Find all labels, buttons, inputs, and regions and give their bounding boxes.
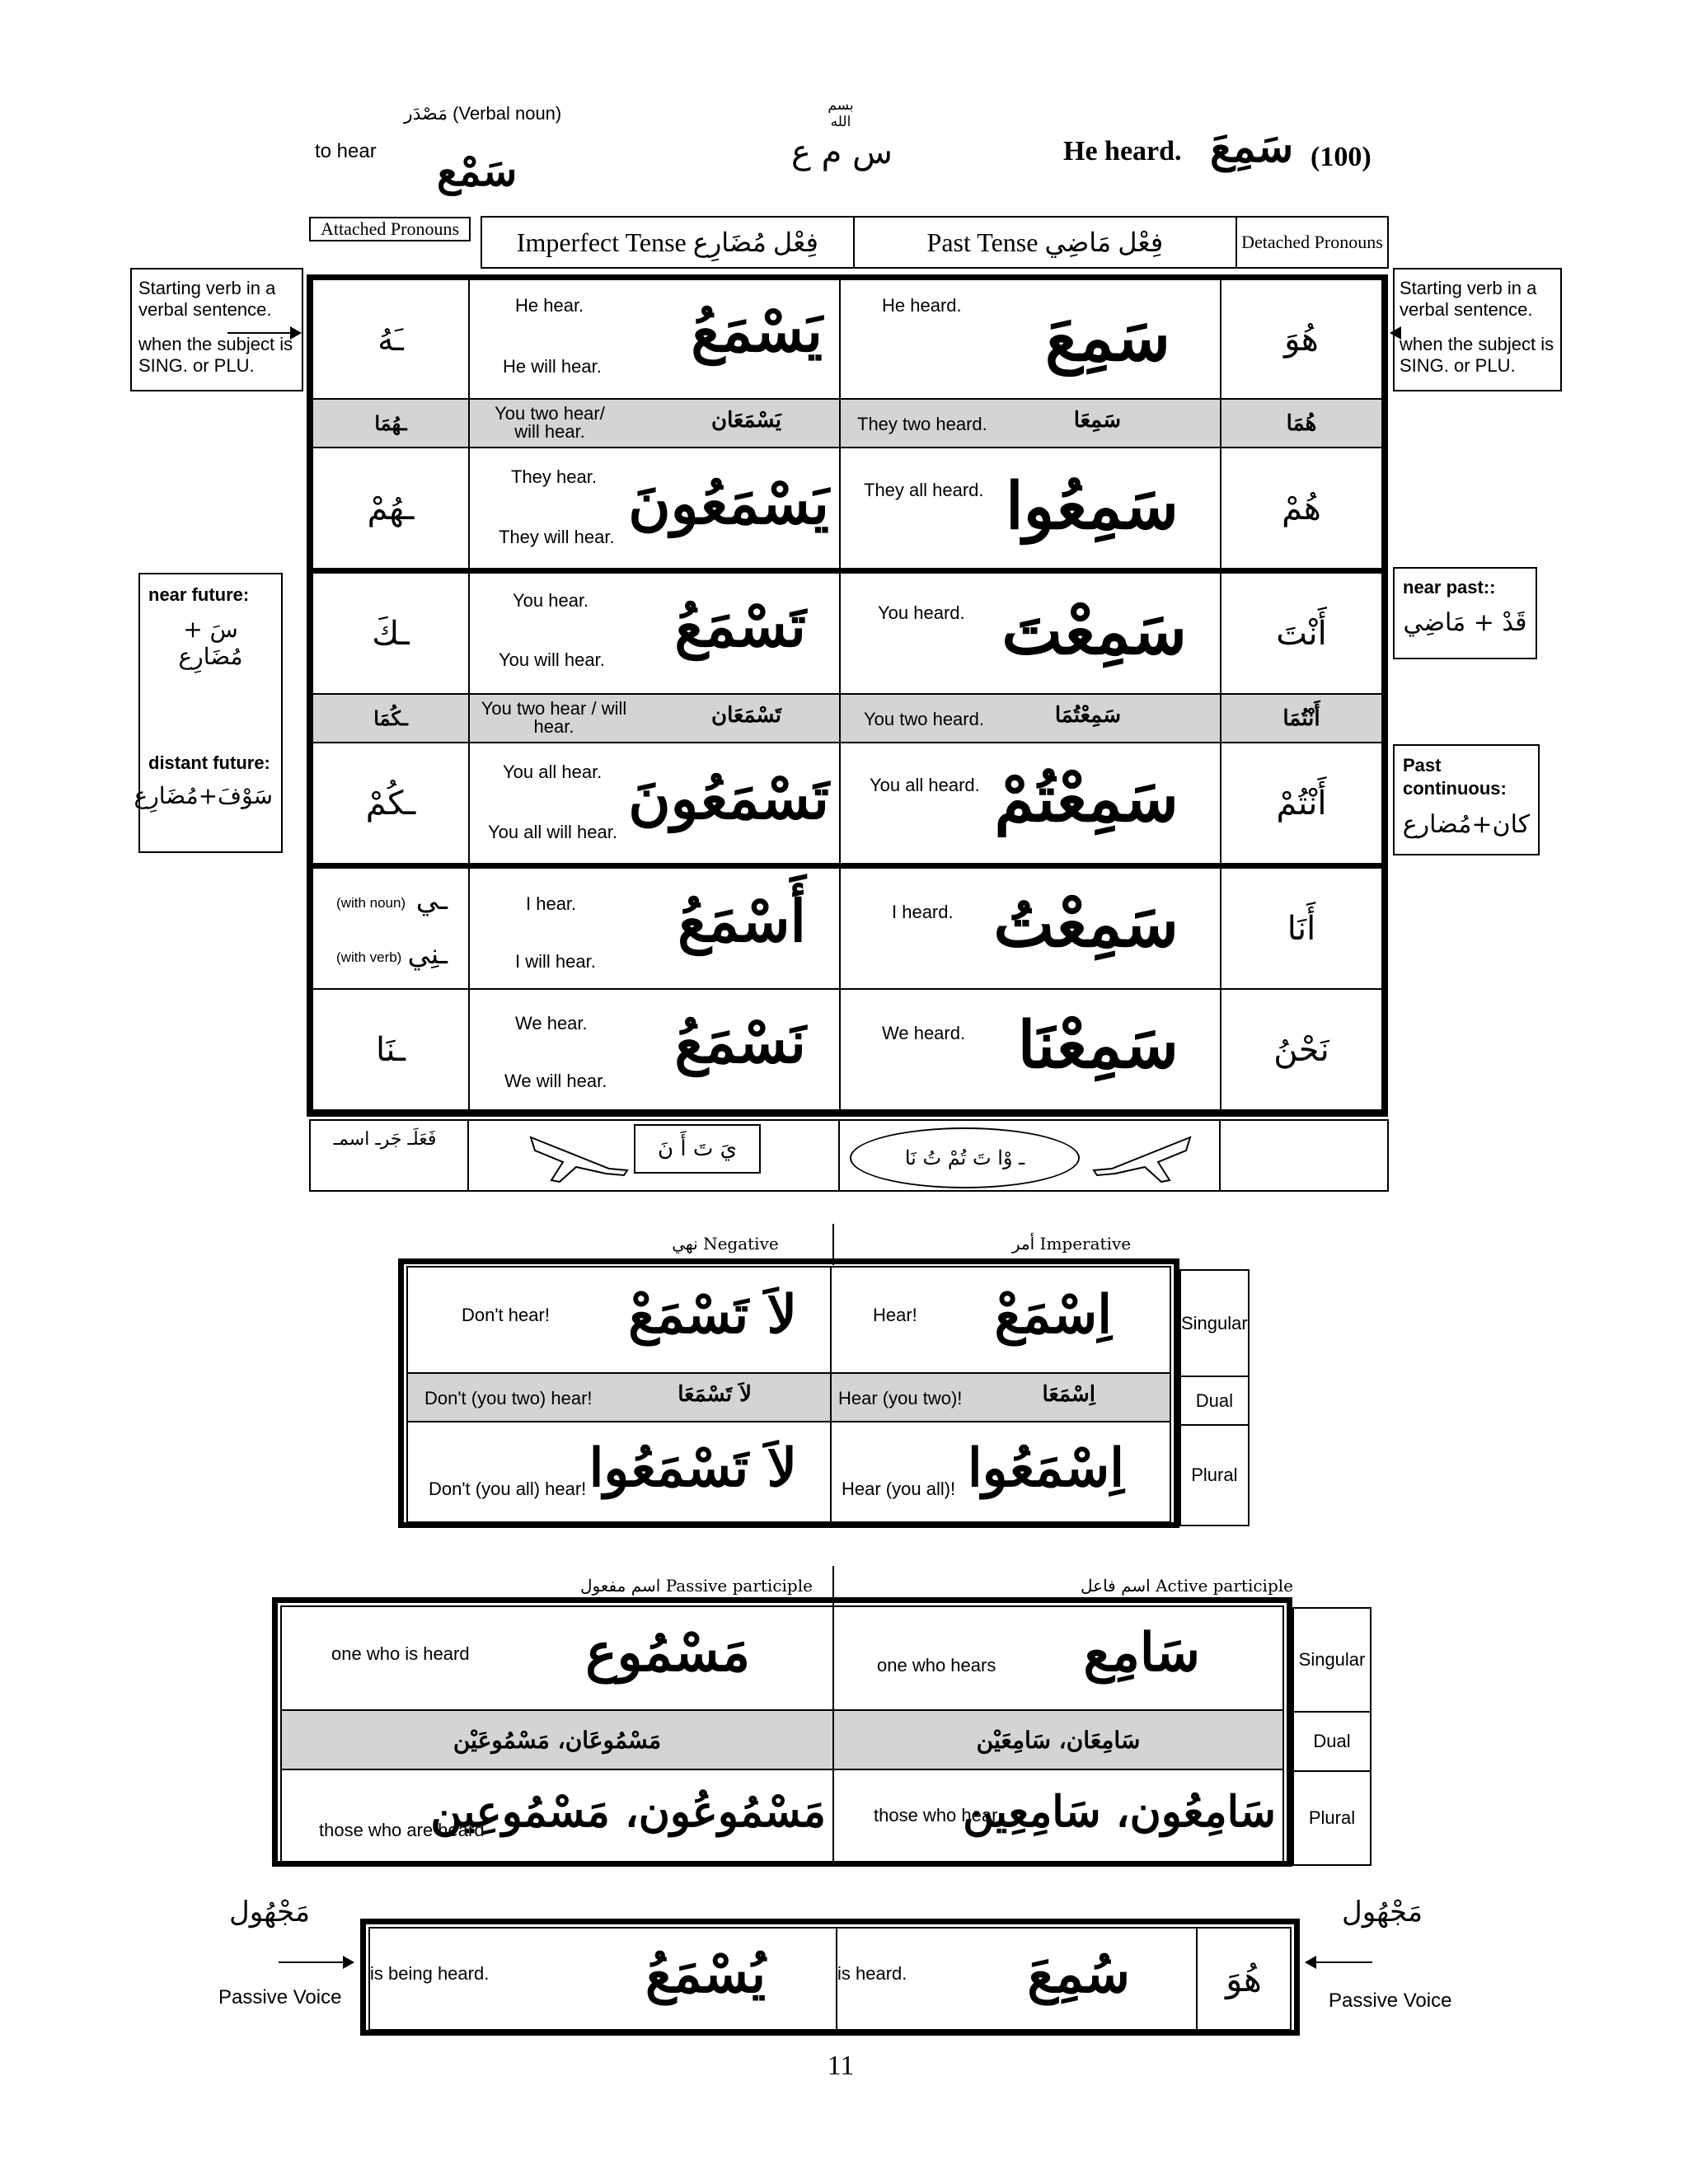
past-arabic: سَمِعْنَا <box>1017 1008 1179 1083</box>
note-text: when the subject is SING. or PLU. <box>138 334 293 376</box>
past-arabic: سَمِعْتُ <box>993 887 1179 962</box>
imperative-english: Hear (you all)! <box>842 1479 956 1499</box>
airplane-icon <box>527 1127 634 1185</box>
near-future-label: near future: <box>148 584 250 605</box>
to-hear-label: to hear <box>315 140 377 162</box>
past-continuous-arabic: كان+مُضارع <box>1402 810 1530 839</box>
imperfect-english: You two hear/ will hear. <box>495 403 605 442</box>
passive-past-arabic: سُمِعَ <box>1027 1943 1130 2005</box>
he-heard-label: He heard. <box>1063 136 1182 166</box>
imperfect-arabic: تَسْمَعُ <box>674 592 806 660</box>
near-past-arabic: قَدْ + مَاضِي <box>1403 608 1527 637</box>
imperfect-arabic: نَسْمَعُ <box>674 1008 806 1076</box>
imperative-english: Hear (you two)! <box>838 1388 963 1408</box>
conjugation-body <box>312 279 1383 1111</box>
attached-pronoun: ـَهُ <box>377 321 404 358</box>
passive-voice-label-left: Passive Voice <box>218 1986 342 2008</box>
root-letters: س م ع <box>791 134 893 171</box>
imperfect-arabic: يَسْمَعَان <box>710 408 781 433</box>
participle-row <box>281 1710 1283 1769</box>
detached-pronoun: أَنَا <box>1287 909 1316 948</box>
conjugation-footer <box>309 1119 1389 1188</box>
passive-arabic: مَسْمُوعُون، مَسْمُوعِين <box>430 1787 826 1837</box>
command-row <box>407 1267 1170 1373</box>
imperative-english: Hear! <box>873 1305 917 1325</box>
detached-pronoun: أَنْتُمَا <box>1282 705 1320 731</box>
detached-pronoun: هُمَا <box>1286 410 1317 436</box>
past-english: You heard. <box>878 602 965 623</box>
attached-pronoun: ـكُمْ <box>365 784 416 823</box>
row-label-plural: Plural <box>1308 1807 1356 1828</box>
active-participle-header: Active participle اسم فاعل <box>1080 1576 1293 1596</box>
imperfect-arabic: يَسْمَعُ <box>691 297 823 365</box>
past-english: We heard. <box>882 1023 966 1043</box>
arrow-right-icon <box>279 1961 353 1963</box>
conj-row <box>312 866 1382 990</box>
participle-labels <box>1292 1607 1372 1866</box>
header-attached: Attached Pronouns <box>320 218 460 239</box>
attached-note: (with verb) <box>336 949 402 965</box>
participle-row <box>281 1606 1283 1710</box>
note-text: when the subject is SING. or PLU. <box>1400 334 1554 376</box>
past-english: I heard. <box>892 902 954 922</box>
masdar-word: سَمْع <box>437 147 518 195</box>
conjugation-header <box>309 216 1389 269</box>
passive-voice-body <box>368 1927 1292 2031</box>
near-past-label: near past:: <box>1403 577 1496 598</box>
imperfect-future-english: You all will hear. <box>488 822 617 842</box>
negative-arabic: لاَ تَسْمَعَا <box>678 1382 752 1407</box>
imperfect-english: You all hear. <box>503 762 603 782</box>
past-suffix-letters: ـ وْا تَ تُمْ تُ نَا <box>904 1146 1025 1169</box>
active-arabic: سَامِعَان، سَامِعَيْن <box>976 1726 1141 1754</box>
imperfect-arabic: تَسْمَعَان <box>710 703 781 728</box>
page-number: 11 <box>827 2050 855 2081</box>
attached-pronoun: ـي <box>415 883 448 916</box>
row-label-dual: Dual <box>1313 1731 1351 1751</box>
past-english: You all heard. <box>870 775 980 795</box>
passive-pronoun: هُوَ <box>1226 1958 1262 1999</box>
participle-row <box>281 1769 1283 1863</box>
active-english: those who hear <box>874 1805 998 1825</box>
conj-row <box>312 279 1382 399</box>
negative-english: Don't (you all) hear! <box>429 1479 587 1499</box>
masdar-label: مَصْدَر (Verbal noun) <box>404 103 562 124</box>
negative-english: Don't (you two) hear! <box>424 1388 593 1408</box>
negative-arabic: لاَ تَسْمَعْ <box>628 1284 797 1346</box>
past-english: They all heard. <box>864 480 984 500</box>
imperfect-prefix-letters: يَ تَ أَ نَ <box>658 1137 737 1161</box>
header-detached: Detached Pronouns <box>1241 232 1383 252</box>
right-note-past-continuous <box>1393 744 1540 855</box>
detached-pronoun: نَحْنُ <box>1273 1030 1329 1069</box>
attached-pronoun: ـكَ <box>372 614 410 653</box>
header-imperfect: Imperfect Tense فِعْل مُضَارِع <box>516 227 818 257</box>
past-english: They two heard. <box>857 414 987 434</box>
imperfect-english: He hear. <box>515 295 584 316</box>
passive-past-english: is heard. <box>837 1963 907 1984</box>
right-note-near-past <box>1393 567 1537 659</box>
imperfect-english: They hear. <box>511 466 597 487</box>
conj-row <box>312 694 1382 743</box>
past-arabic: سَمِعْتُمْ <box>994 762 1179 837</box>
header-past: Past Tense فِعْل مَاضِي <box>926 227 1164 257</box>
conj-row <box>312 989 1382 1110</box>
imperative-header: Imperative أمر <box>1011 1234 1132 1254</box>
passive-english: one who is heard <box>331 1643 470 1664</box>
row-label-dual: Dual <box>1195 1390 1233 1411</box>
conj-row <box>312 399 1382 448</box>
passive-voice-arabic-left: مَجْهُول <box>229 1896 311 1929</box>
command-row <box>407 1422 1170 1522</box>
distant-future-arabic: سَوْفَ+مُضَارِع <box>134 782 273 809</box>
detached-pronoun: أَنْتَ <box>1276 614 1327 653</box>
past-english: You two heard. <box>864 709 984 729</box>
imperative-arabic: اِسْمَعْ <box>994 1284 1112 1346</box>
past-arabic: سَمِعَا <box>1073 408 1121 433</box>
past-continuous-label: Past continuous: <box>1403 755 1507 799</box>
passive-participle-header: Passive participle اسم مفعول <box>580 1576 813 1596</box>
attached-pronoun: ـهُمْ <box>367 489 415 527</box>
imperfect-arabic: يَسْمَعُونَ <box>628 469 829 537</box>
passive-imperfect-english: is being heard. <box>370 1963 490 1984</box>
attached-note: (with noun) <box>336 895 406 911</box>
passive-arabic: مَسْمُوع <box>585 1622 750 1684</box>
attached-pronoun: ـنَا <box>376 1030 406 1069</box>
detached-pronoun: أَنْتُمْ <box>1276 784 1327 823</box>
note-text: Starting verb in a verbal sentence. <box>1400 278 1537 320</box>
imperfect-arabic: تَسْمَعُونَ <box>628 764 829 832</box>
left-note-starting-verb <box>130 268 303 391</box>
arrow-left-icon <box>1306 1961 1372 1963</box>
past-arabic: سَمِعُوا <box>1005 469 1179 544</box>
negative-arabic: لاَ تَسْمَعُوا <box>588 1437 797 1499</box>
past-arabic: سَمِعَ <box>1045 301 1170 376</box>
conj-row <box>312 571 1382 695</box>
conj-row <box>312 448 1382 571</box>
main-verb: سَمِعَ <box>1210 122 1294 172</box>
command-labels <box>1179 1269 1247 1526</box>
imperfect-future-english: We will hear. <box>504 1071 607 1091</box>
note-text: Starting verb in a verbal sentence. <box>138 278 276 320</box>
row-label-singular: Singular <box>1298 1649 1366 1670</box>
left-note-future <box>134 573 283 853</box>
active-english: one who hears <box>877 1655 996 1675</box>
passive-imperfect-arabic: يُسْمَعُ <box>645 1943 766 2005</box>
active-arabic: سَامِعُون، سَامِعِين <box>963 1787 1276 1837</box>
detached-pronoun: هُوَ <box>1284 320 1319 359</box>
row-label-singular: Singular <box>1181 1312 1248 1333</box>
participle-body <box>280 1605 1284 1864</box>
past-english: He heard. <box>882 295 962 316</box>
past-arabic: سَمِعْتُمَا <box>1054 703 1121 728</box>
bismillah: بسم الله <box>828 97 854 130</box>
active-arabic: سَامِع <box>1083 1622 1200 1684</box>
arrow-right-icon <box>227 332 300 334</box>
imperfect-english: You hear. <box>513 590 589 611</box>
imperfect-english: You two hear / will hear. <box>481 698 627 737</box>
passive-voice-arabic-right: مَجْهُول <box>1342 1896 1423 1929</box>
command-body <box>406 1266 1171 1523</box>
command-row <box>407 1373 1170 1422</box>
imperfect-english: I hear. <box>526 893 577 914</box>
imperfect-future-english: They will hear. <box>499 527 615 547</box>
imperfect-arabic: أَسْمَعُ <box>678 887 806 955</box>
detached-pronoun: هُمْ <box>1282 489 1321 527</box>
passive-english: those who are heard <box>319 1820 485 1840</box>
imperative-arabic: اِسْمَعَا <box>1042 1382 1095 1407</box>
imperfect-future-english: He will hear. <box>503 356 602 377</box>
conj-row <box>312 743 1382 866</box>
verb-number: (100) <box>1311 142 1372 172</box>
past-arabic: سَمِعْتَ <box>1001 594 1187 669</box>
row-label-plural: Plural <box>1191 1465 1238 1485</box>
near-future-arabic: سَ + مُضَارِع <box>178 616 243 670</box>
passive-arabic: مَسْمُوعَان، مَسْمُوعَيْن <box>452 1726 662 1754</box>
airplane-icon <box>1087 1127 1194 1185</box>
imperfect-future-english: You will hear. <box>499 649 605 670</box>
distant-future-label: distant future: <box>148 752 270 773</box>
attached-footer-note: فَعَلَـ جَرـ اسمـ <box>333 1129 437 1150</box>
right-note-starting-verb <box>1393 268 1562 391</box>
negative-header: Negative نهي <box>672 1234 779 1254</box>
attached-pronoun: ـهُمَا <box>374 411 407 435</box>
negative-english: Don't hear! <box>462 1305 550 1325</box>
imperfect-english: We hear. <box>515 1013 588 1033</box>
attached-pronoun-verb: ـنِي <box>407 938 448 971</box>
imperative-arabic: اِسْمَعُوا <box>967 1437 1124 1499</box>
attached-pronoun: ـكُمَا <box>373 706 408 730</box>
imperfect-future-english: I will hear. <box>515 951 596 972</box>
passive-voice-label-right: Passive Voice <box>1329 1990 1452 2012</box>
